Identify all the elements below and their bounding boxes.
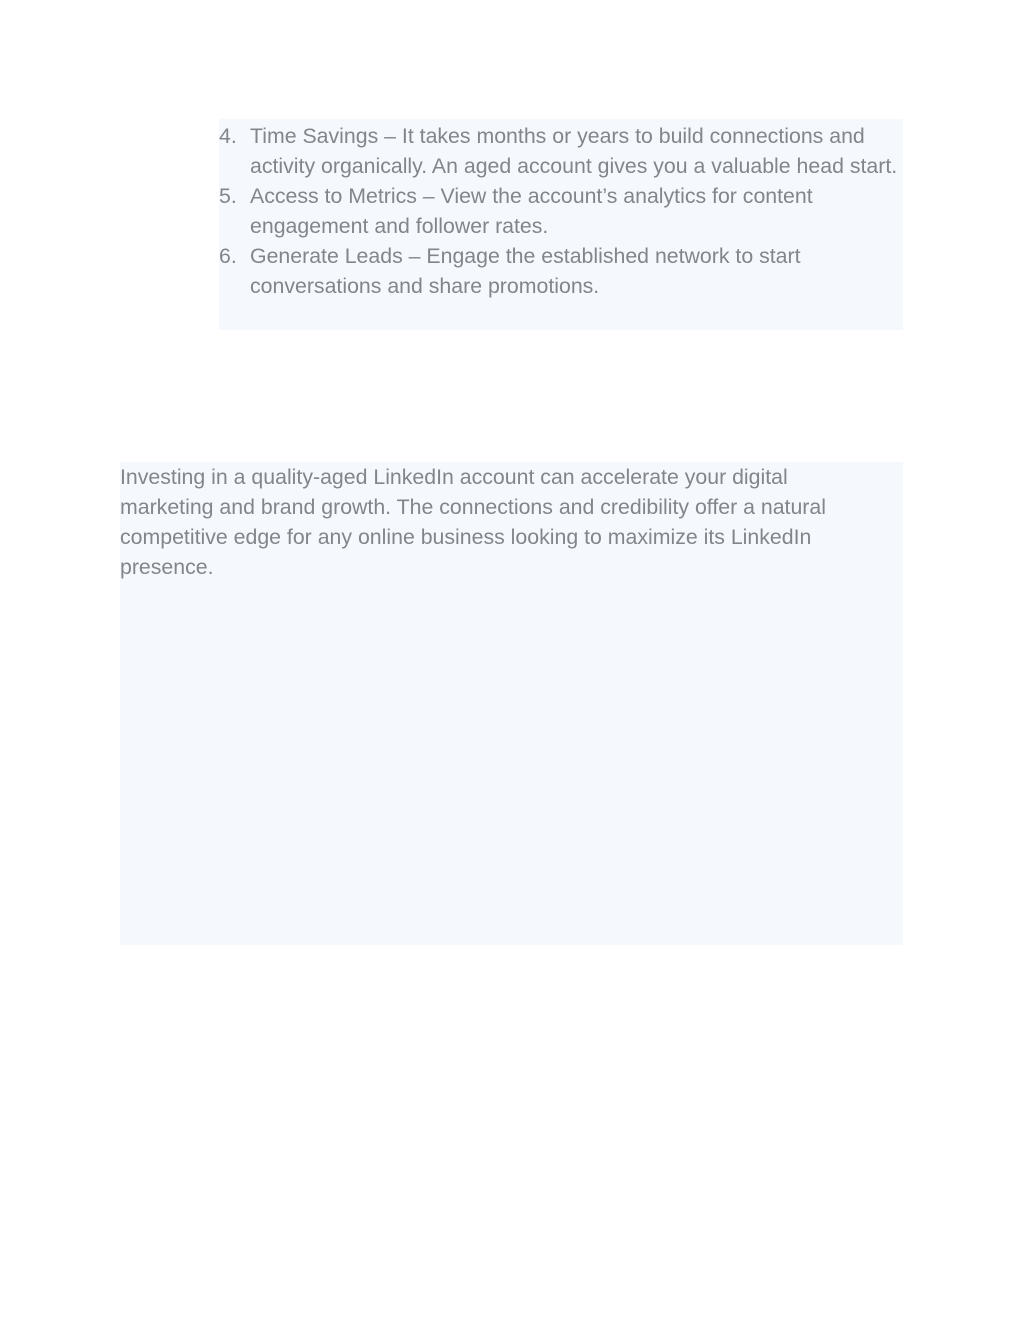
benefits-list-section [219,119,903,330]
conclusion-section [120,462,903,945]
list-item-text: Generate Leads – Engage the established network to start conversations and share promotions. [250,244,801,298]
list-item-number: 5. [219,184,237,208]
list-item-number: 4. [219,124,237,148]
list-item-text: Access to Metrics – View the account’s analytics for content engagement and follower rates. [250,184,813,238]
conclusion-paragraph: Investing in a quality-aged LinkedIn account can accelerate your digital marketing and brand growth. The connections and credibility offer a natural competitive edge for any online business looking to maximize its LinkedIn presence. [120,465,826,579]
list-item [219,181,903,241]
list-item-text: Time Savings – It takes months or years to build connections and activity organically. An aged account gives you a valuable head start. [250,124,898,178]
list-item [219,121,903,181]
list-item [219,241,903,301]
benefits-list [219,119,903,301]
list-item-number: 6. [219,244,237,268]
